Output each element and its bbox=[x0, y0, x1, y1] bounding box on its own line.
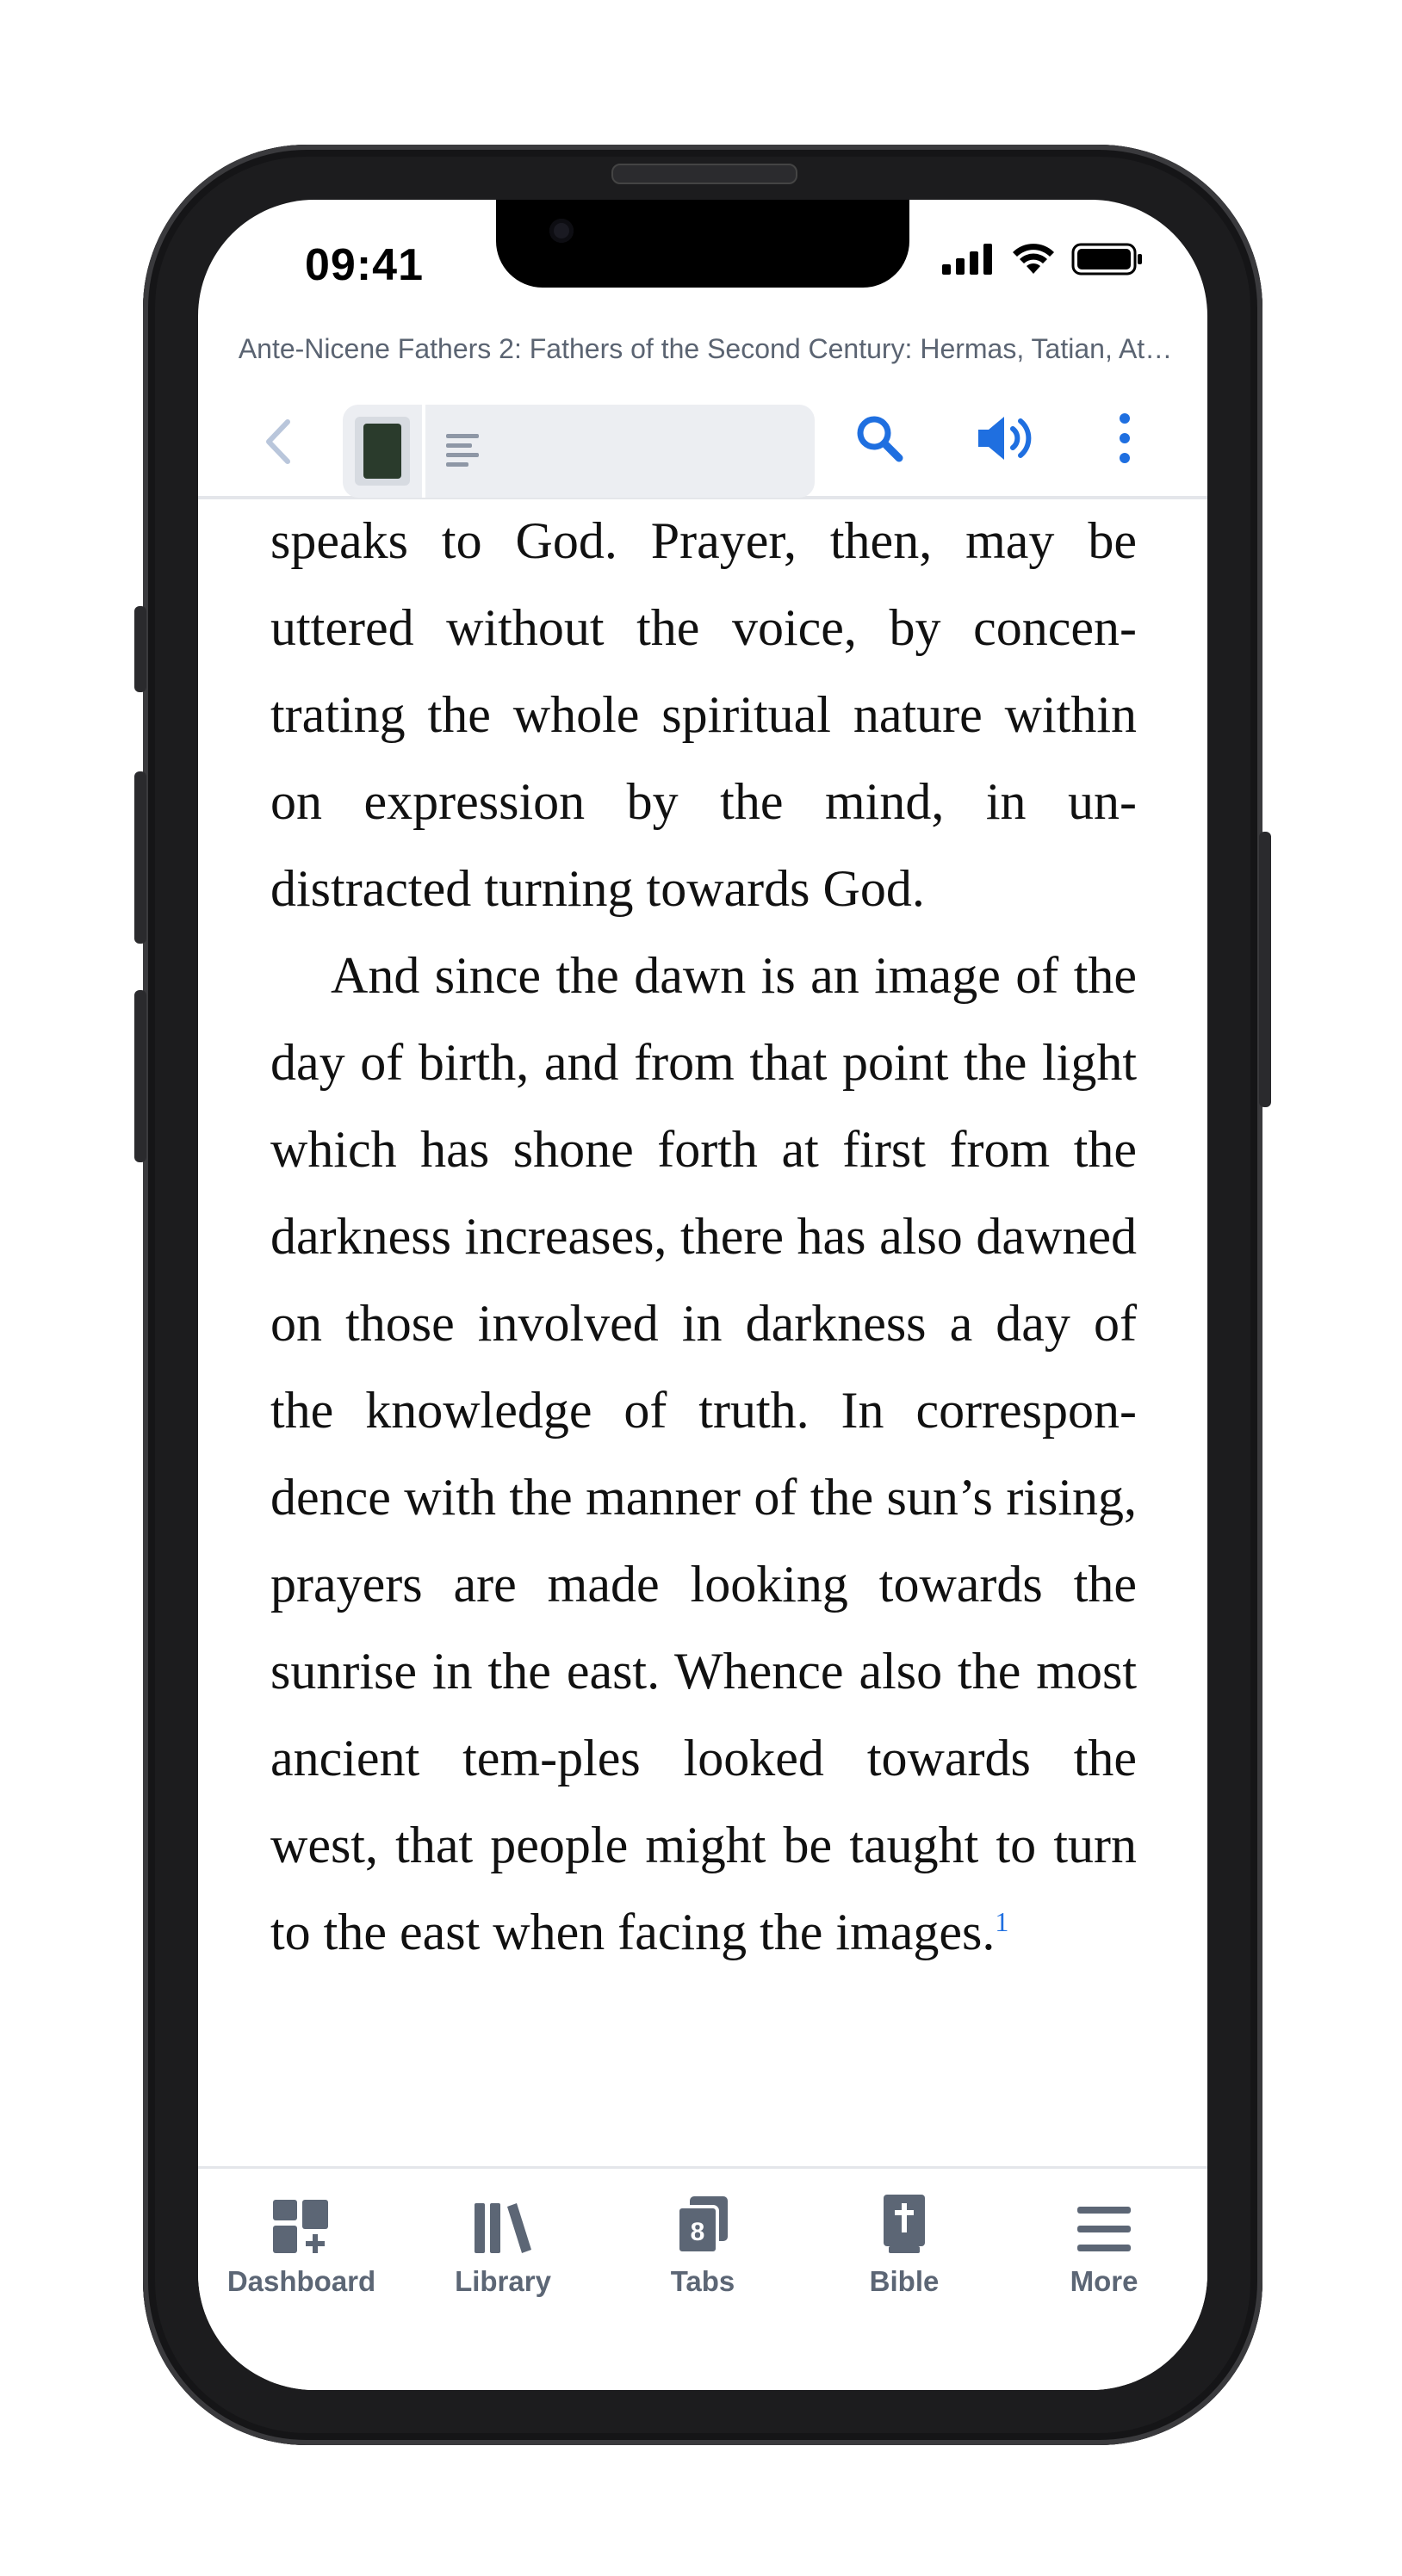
tabs-icon bbox=[674, 2195, 731, 2255]
tab-label: Library bbox=[455, 2265, 551, 2297]
vertical-ellipsis-icon bbox=[1116, 412, 1133, 465]
app-screen bbox=[198, 200, 1207, 2390]
toolbar-divider bbox=[422, 405, 425, 498]
paragraph-text: And since the dawn is an image of the day of birth, and from that point the light which has shone forth at first from the darkness increases, there has also dawned on those involved in darkness a day of the knowledge of truth. In correspon-dence with the manner of the sun’s rising, prayers are made looking towards the sunrise in the east. Whence also the most ancient tem-ples looked towards the west, that people might be taught to turn to the east when facing the images. bbox=[270, 947, 1137, 1960]
book-navigation-box[interactable] bbox=[343, 405, 815, 498]
search-button[interactable] bbox=[854, 413, 904, 468]
hamburger-menu-icon bbox=[1076, 2203, 1132, 2255]
book-title[interactable]: Ante-Nicene Fathers 2: Fathers of the Second Century: Hermas, Tatian, At… bbox=[238, 333, 1173, 364]
tab-label: Bible bbox=[869, 2265, 940, 2297]
wifi-icon bbox=[1011, 243, 1056, 276]
tab-library[interactable] bbox=[417, 2188, 589, 2298]
bottom-tab-bar bbox=[198, 2166, 1207, 2390]
book-cover-image bbox=[363, 424, 401, 479]
phone-speaker-grille bbox=[611, 164, 797, 184]
cellular-signal-icon bbox=[942, 244, 996, 275]
status-icons bbox=[942, 243, 1144, 276]
battery-icon bbox=[1071, 243, 1144, 276]
tab-label: Tabs bbox=[670, 2265, 735, 2297]
status-time: 09:41 bbox=[305, 240, 424, 290]
book-cover-thumbnail[interactable] bbox=[355, 417, 410, 486]
phone-power-button bbox=[1259, 832, 1271, 1107]
back-button[interactable] bbox=[250, 412, 310, 472]
paragraph bbox=[270, 932, 1137, 1976]
reader-toolbar bbox=[198, 387, 1207, 499]
tab-bible[interactable] bbox=[818, 2188, 990, 2298]
audio-button[interactable] bbox=[977, 413, 1040, 468]
bible-icon bbox=[880, 2193, 928, 2255]
chevron-left-icon bbox=[250, 412, 310, 472]
paragraph-text: speaks to God. Prayer, then, may be uttered without the voice, by concen-trating the whole spiritual nature within on expression by the mind, in un-distracted turning towards God. bbox=[270, 512, 1137, 917]
phone-volume-down bbox=[134, 990, 146, 1162]
tab-label: Dashboard bbox=[226, 2265, 376, 2297]
more-options-button[interactable] bbox=[1116, 412, 1133, 469]
tab-label: More bbox=[1070, 2265, 1138, 2297]
footnote-link[interactable]: 1 bbox=[995, 1906, 1009, 1937]
paragraph bbox=[270, 498, 1137, 932]
phone-volume-up bbox=[134, 771, 146, 944]
dashboard-icon bbox=[271, 2198, 332, 2255]
camera-notch bbox=[496, 200, 909, 288]
front-camera bbox=[549, 219, 574, 243]
table-of-contents-icon[interactable] bbox=[444, 430, 482, 472]
tab-more[interactable] bbox=[1018, 2188, 1190, 2298]
search-icon bbox=[854, 413, 904, 463]
tabs-count-badge: 8 bbox=[690, 2218, 705, 2246]
tab-tabs[interactable] bbox=[617, 2188, 789, 2298]
tab-dashboard[interactable] bbox=[215, 2188, 388, 2298]
library-icon bbox=[473, 2200, 533, 2255]
phone-silent-switch bbox=[134, 606, 146, 692]
speaker-audio-icon bbox=[977, 413, 1040, 463]
reading-content bbox=[270, 498, 1137, 1976]
